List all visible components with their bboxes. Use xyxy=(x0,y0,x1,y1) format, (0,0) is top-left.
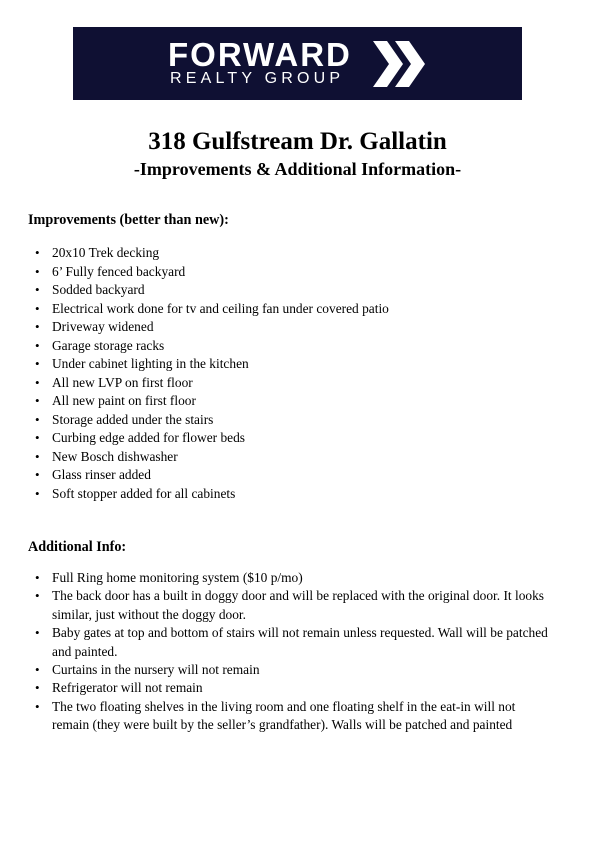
list-item: • New Bosch dishwasher xyxy=(28,448,548,467)
additional-info-heading: Additional Info: xyxy=(28,539,127,555)
list-item: • Storage added under the stairs xyxy=(28,411,548,430)
double-chevron-right-icon xyxy=(373,41,433,87)
logo-subtitle: REALTY GROUP xyxy=(170,70,345,87)
list-item: • Refrigerator will not remain xyxy=(28,679,548,697)
list-item: • All new LVP on first floor xyxy=(28,374,548,393)
list-item: • Driveway widened xyxy=(28,318,548,337)
logo-wordmark: FORWARD xyxy=(168,36,352,73)
list-item: • Curtains in the nursery will not remain xyxy=(28,661,548,679)
list-item: • 6’ Fully fenced backyard xyxy=(28,263,548,282)
list-item: • 20x10 Trek decking xyxy=(28,244,548,263)
additional-info-list xyxy=(28,569,548,735)
page-subtitle: -Improvements & Additional Information- xyxy=(133,159,462,179)
list-item: • Glass rinser added xyxy=(28,466,548,485)
list-item: • Baby gates at top and bottom of stairs will not remain unless requested. Wall will be patched and painted. xyxy=(28,624,548,661)
list-item: • Sodded backyard xyxy=(28,281,548,300)
page-title: 318 Gulfstream Dr. Gallatin xyxy=(148,128,447,155)
list-item: • Soft stopper added for all cabinets xyxy=(28,485,548,504)
list-item: • The back door has a built in doggy door and will be replaced with the original door. It looks similar, just without the doggy door. xyxy=(28,587,548,624)
improvements-heading: Improvements (better than new): xyxy=(28,212,229,228)
list-item: • Under cabinet lighting in the kitchen xyxy=(28,355,548,374)
list-item: • The two floating shelves in the living room and one floating shelf in the eat-in will not remain (they were built by the seller’s grandfather). Walls will be patched and painted xyxy=(28,698,548,735)
list-item: • Full Ring home monitoring system ($10 p/mo) xyxy=(28,569,548,587)
list-item: • Garage storage racks xyxy=(28,337,548,356)
list-item: • Curbing edge added for flower beds xyxy=(28,429,548,448)
logo-banner xyxy=(73,27,522,100)
list-item: • Electrical work done for tv and ceiling fan under covered patio xyxy=(28,300,548,319)
improvements-list xyxy=(28,244,548,503)
list-item: • All new paint on first floor xyxy=(28,392,548,411)
